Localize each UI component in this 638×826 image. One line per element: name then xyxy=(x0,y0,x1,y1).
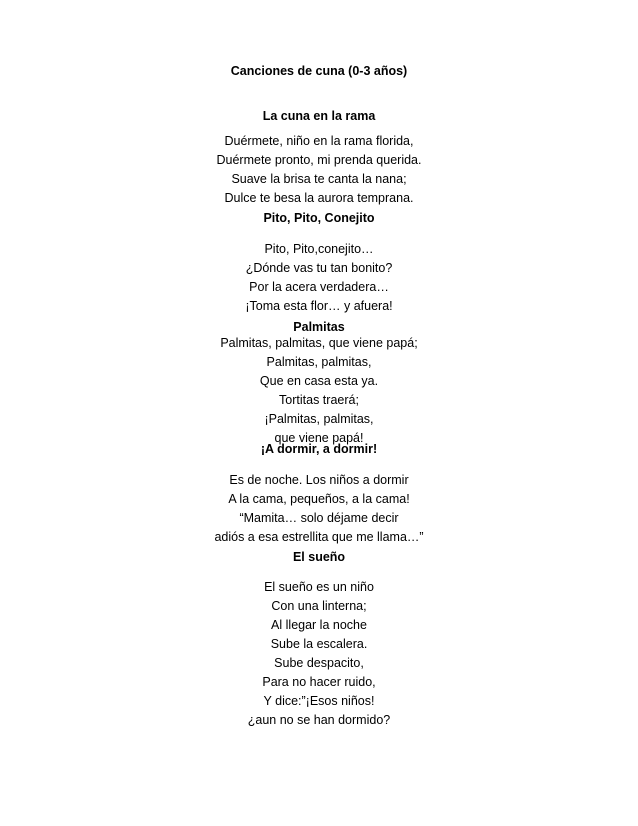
verse-line: ¿Dónde vas tu tan bonito? xyxy=(245,261,393,275)
song-title: ¡A dormir, a dormir! xyxy=(260,442,378,456)
verse-line: Duérmete, niño en la rama florida, xyxy=(224,134,414,148)
verse-line: Para no hacer ruido, xyxy=(262,675,376,689)
verse-line: Suave la brisa te canta la nana; xyxy=(231,172,407,186)
song-title-block xyxy=(0,209,638,228)
verse-line: Palmitas, palmitas, xyxy=(266,355,372,369)
main-title: Canciones de cuna (0-3 años) xyxy=(230,64,408,78)
verse-line: Pito, Pito,conejito… xyxy=(264,242,374,256)
song-title: El sueño xyxy=(292,550,346,564)
song-title-block xyxy=(0,107,638,126)
song-title-block xyxy=(0,548,638,567)
verse-line: El sueño es un niño xyxy=(264,580,374,594)
song-title: La cuna en la rama xyxy=(262,109,376,123)
verse-line: ¡Toma esta flor… y afuera! xyxy=(245,299,393,313)
song-verse xyxy=(0,334,638,448)
main-title-block xyxy=(0,62,638,81)
verse-line: Palmitas, palmitas, que viene papá; xyxy=(220,336,418,350)
verse-line: ¿aun no se han dormido? xyxy=(247,713,391,727)
song-title: Palmitas xyxy=(293,320,345,334)
verse-line: adiós a esa estrellita que me llama…” xyxy=(214,530,424,544)
verse-line: Con una linterna; xyxy=(271,599,367,613)
song-title-block xyxy=(0,440,638,459)
verse-line: que viene papá! xyxy=(274,431,364,445)
verse-line: Al llegar la noche xyxy=(271,618,367,632)
song-verse xyxy=(0,578,638,730)
verse-line: Por la acera verdadera… xyxy=(249,280,389,294)
verse-line: Sube despacito, xyxy=(274,656,364,670)
verse-line: “Mamita… solo déjame decir xyxy=(239,511,399,525)
song-verse xyxy=(0,132,638,208)
verse-line: Es de noche. Los niños a dormir xyxy=(229,473,409,487)
verse-line: Sube la escalera. xyxy=(270,637,368,651)
song-verse xyxy=(0,240,638,316)
verse-line: Duérmete pronto, mi prenda querida. xyxy=(216,153,422,167)
verse-line: Dulce te besa la aurora temprana. xyxy=(224,191,414,205)
song-title: Pito, Pito, Conejito xyxy=(263,211,375,225)
verse-line: Tortitas traerá; xyxy=(279,393,359,407)
verse-line: Que en casa esta ya. xyxy=(259,374,379,388)
verse-line: Y dice:”¡Esos niños! xyxy=(263,694,375,708)
verse-line: ¡Palmitas, palmitas, xyxy=(264,412,374,426)
song-verse xyxy=(0,471,638,547)
verse-line: A la cama, pequeños, a la cama! xyxy=(228,492,410,506)
